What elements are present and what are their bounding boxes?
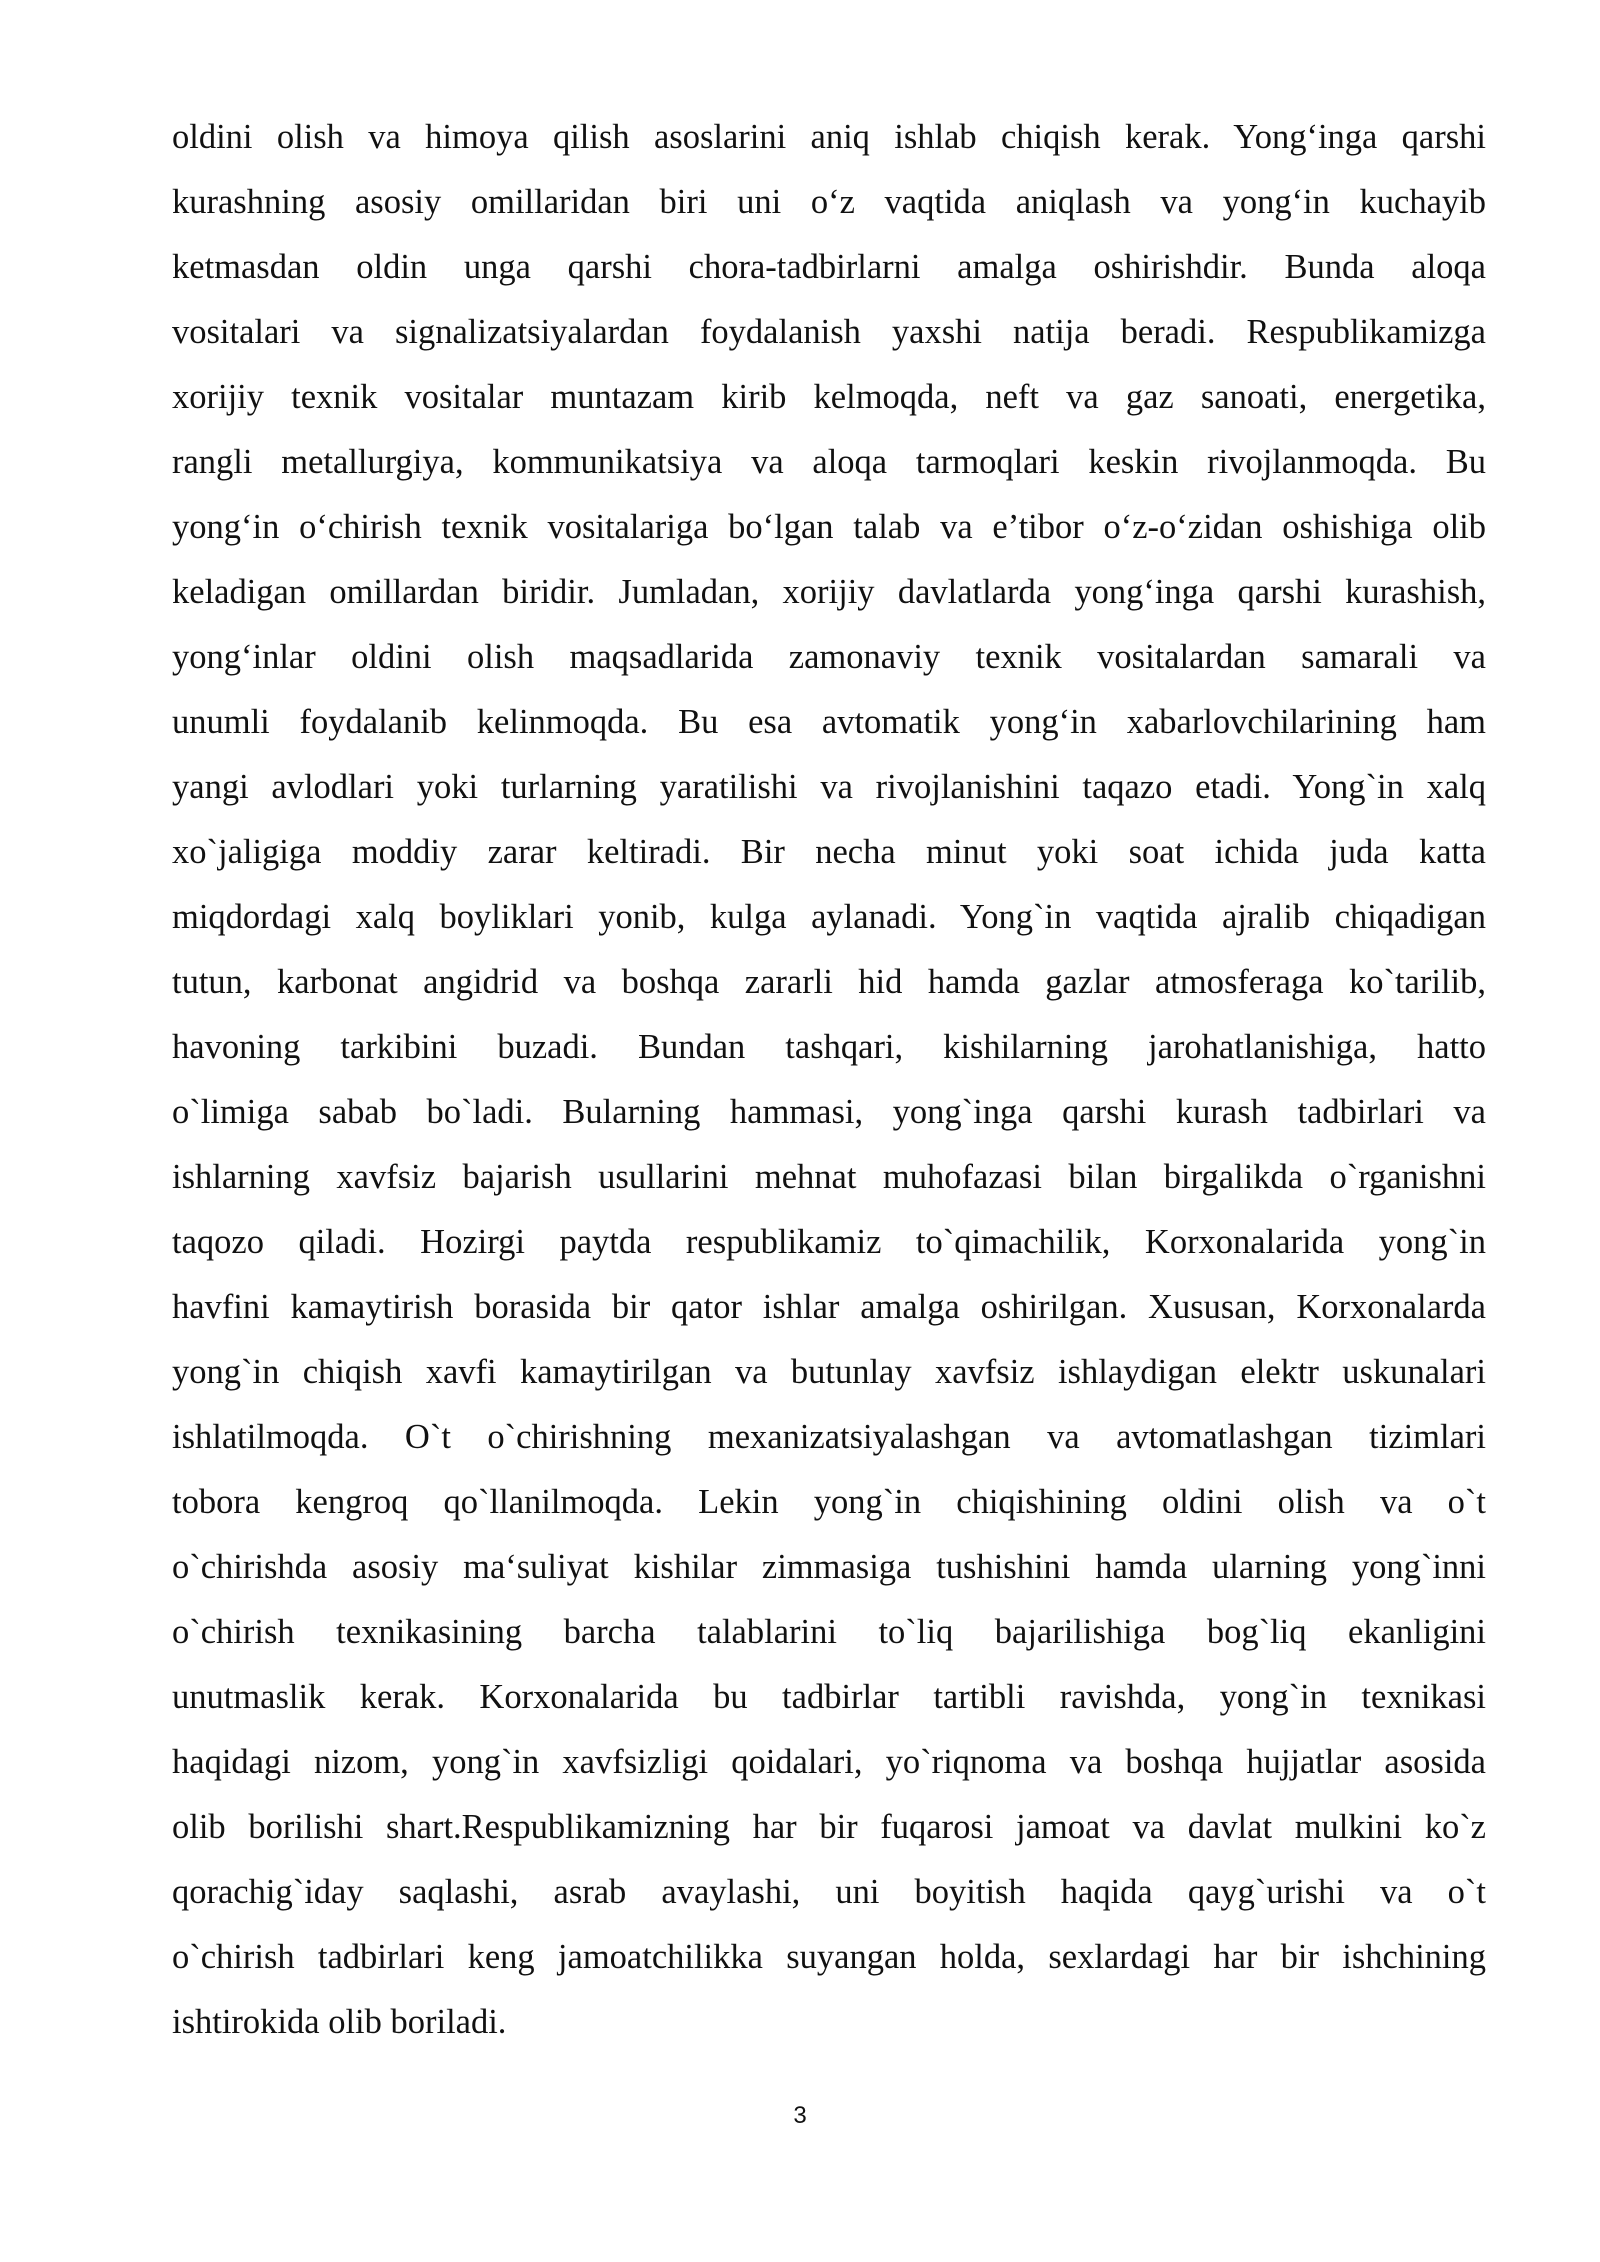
text-line: ishlatilmoqda. O`t o`chirishning mexanizatsiyalashgan va avtomatlashgan tizimlari — [172, 1418, 1486, 1456]
text-line: unumli foydalanib kelinmoqda. Bu esa avtomatik yong‘in xabarlovchilarining ham — [172, 703, 1486, 741]
text-line: miqdordagi xalq boyliklari yonib, kulga aylanadi. Yong`in vaqtida ajralib chiqadigan — [172, 898, 1486, 936]
text-line: xorijiy texnik vositalar muntazam kirib kelmoqda, neft va gaz sanoati, energetika, — [172, 378, 1486, 416]
text-line: tobora kengroq qo`llanilmoqda. Lekin yong`in chiqishining oldini olish va o`t — [172, 1483, 1486, 1521]
text-line: xo`jaligiga moddiy zarar keltiradi. Bir necha minut yoki soat ichida juda katta — [172, 833, 1486, 871]
text-line: qorachig`iday saqlashi, asrab avaylashi, uni boyitish haqida qayg`urishi va o`t — [172, 1873, 1486, 1911]
text-line: rangli metallurgiya, kommunikatsiya va aloqa tarmoqlari keskin rivojlanmoqda. Bu — [172, 443, 1486, 481]
text-line-last: ishtirokida olib boriladi. — [172, 2003, 507, 2041]
text-line: havfini kamaytirish borasida bir qator ishlar amalga oshirilgan. Xususan, Korxonalarda — [172, 1288, 1486, 1326]
text-line: ishlarning xavfsiz bajarish usullarini mehnat muhofazasi bilan birgalikda o`rganishni — [172, 1158, 1486, 1196]
body-paragraph — [172, 110, 1486, 2060]
text-line: havoning tarkibini buzadi. Bundan tashqari, kishilarning jarohatlanishiga, hatto — [172, 1028, 1486, 1066]
text-line: keladigan omillardan biridir. Jumladan, xorijiy davlatlarda yong‘inga qarshi kurashish, — [172, 573, 1486, 611]
text-line: yangi avlodlari yoki turlarning yaratilishi va rivojlanishini taqazo etadi. Yong`in xalq — [172, 768, 1486, 806]
text-line: ketmasdan oldin unga qarshi chora-tadbirlarni amalga oshirishdir. Bunda aloqa — [172, 248, 1486, 286]
text-line: yong‘inlar oldini olish maqsadlarida zamonaviy texnik vositalardan samarali va — [172, 638, 1486, 676]
text-line: tutun, karbonat angidrid va boshqa zararli hid hamda gazlar atmosferaga ko`tarilib, — [172, 963, 1486, 1001]
text-line: o`limiga sabab bo`ladi. Bularning hammasi, yong`inga qarshi kurash tadbirlari va — [172, 1093, 1486, 1131]
text-line: o`chirish tadbirlari keng jamoatchilikka suyangan holda, sexlardagi har bir ishchining — [172, 1938, 1486, 1976]
text-line: olib borilishi shart.Respublikamizning har bir fuqarosi jamoat va davlat mulkini ko`z — [172, 1808, 1486, 1846]
text-line: unutmaslik kerak. Korxonalarida bu tadbirlar tartibli ravishda, yong`in texnikasi — [172, 1678, 1486, 1716]
text-line: yong`in chiqish xavfi kamaytirilgan va butunlay xavfsiz ishlaydigan elektr uskunalari — [172, 1353, 1486, 1391]
text-line: o`chirishda asosiy ma‘suliyat kishilar zimmasiga tushishini hamda ularning yong`inni — [172, 1548, 1486, 1586]
text-line: kurashning asosiy omillaridan biri uni o‘z vaqtida aniqlash va yong‘in kuchayib — [172, 183, 1486, 221]
page-number: 3 — [793, 2102, 807, 2129]
text-line: yong‘in o‘chirish texnik vositalariga bo‘lgan talab va e’tibor o‘z-o‘zidan oshishiga olib — [172, 508, 1486, 546]
text-line: haqidagi nizom, yong`in xavfsizligi qoidalari, yo`riqnoma va boshqa hujjatlar asosida — [172, 1743, 1486, 1781]
text-line: taqozo qiladi. Hozirgi paytda respublikamiz to`qimachilik, Korxonalarida yong`in — [172, 1223, 1486, 1261]
text-line: oldini olish va himoya qilish asoslarini aniq ishlab chiqish kerak. Yong‘inga qarshi — [172, 118, 1486, 156]
text-line: o`chirish texnikasining barcha talablarini to`liq bajarilishiga bog`liq ekanligini — [172, 1613, 1486, 1651]
text-line: vositalari va signalizatsiyalardan foydalanish yaxshi natija beradi. Respublikamizga — [172, 313, 1486, 351]
